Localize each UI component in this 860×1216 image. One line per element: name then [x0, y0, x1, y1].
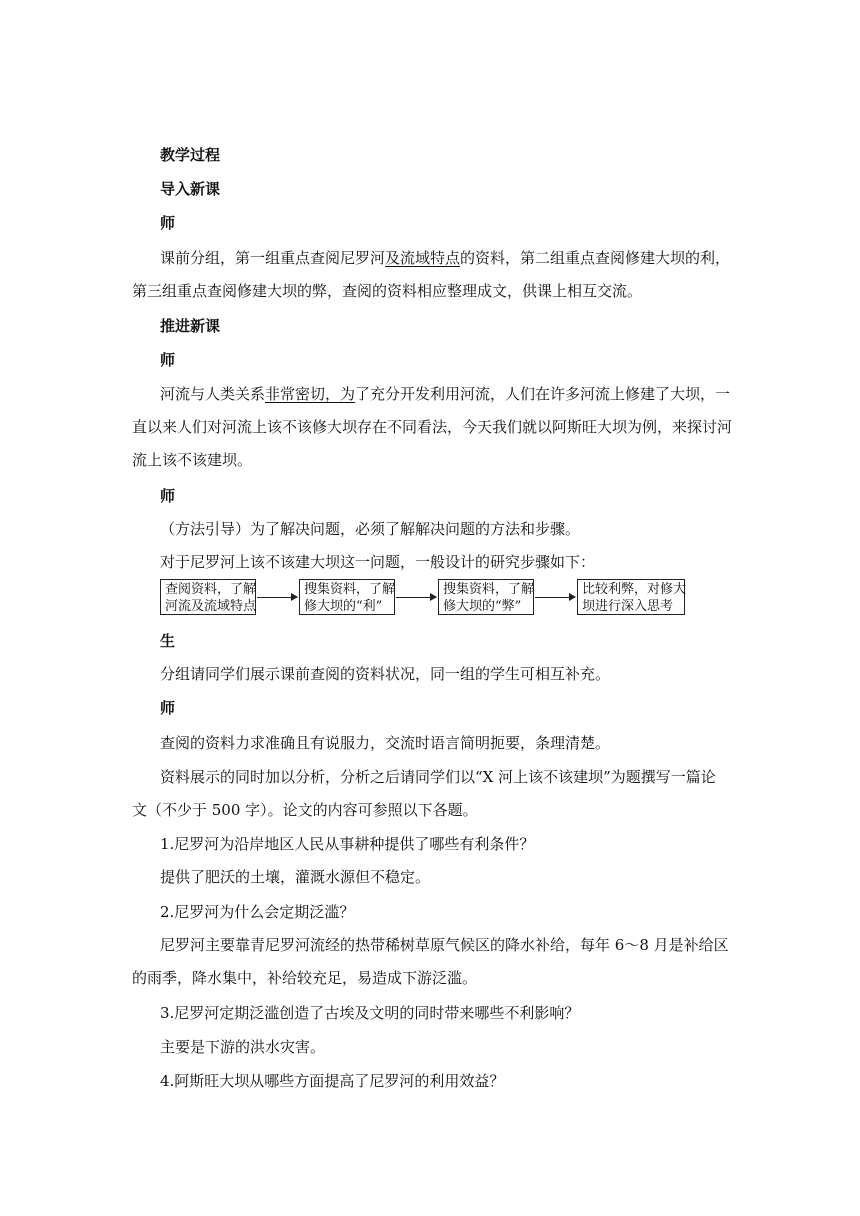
flow-step-text: 河流及流域特点 [165, 599, 257, 614]
speaker-teacher: 师 [160, 487, 176, 505]
flow-step-3 [438, 579, 534, 615]
text-segment: 课前分组，第一组重点查阅尼罗河 [160, 249, 386, 267]
flow-arrow [535, 597, 575, 598]
intro-paragraph-line2: 第三组重点查阅修建大坝的弊，查阅的资料相应整理成文，供课上相互交流。 [132, 282, 643, 300]
flow-step-text: 查阅资料，了解 [165, 582, 257, 597]
method-guidance: （方法引导）为了解决问题，必须了解解决问题的方法和步骤。 [160, 520, 581, 538]
text-segment: 了充分开发利用河流，人们在许多河流上修建了大坝，一 [355, 385, 731, 403]
flow-step-text: 坝进行深入思考 [582, 599, 674, 614]
advance-paragraph-line3: 流上该不该建坝。 [132, 451, 253, 469]
flow-step-1 [160, 579, 256, 615]
heading-intro-new-lesson: 导入新课 [160, 180, 221, 198]
flow-step-text: 比较利弊，对修大 [582, 582, 687, 597]
speaker-teacher: 师 [160, 351, 176, 369]
essay-paragraph-line2: 文（不少于 500 字）。论文的内容可参照以下各题。 [132, 801, 478, 819]
teacher-paragraph: 查阅的资料力求准确且有说服力，交流时语言简明扼要，条理清楚。 [160, 734, 611, 752]
text-segment: 河流与人类关系 [160, 385, 266, 403]
question-1: 1.尼罗河为沿岸地区人民从事耕种提供了哪些有利条件？ [160, 835, 535, 853]
underlined-text: 及流域特点 [385, 249, 461, 267]
speaker-teacher: 师 [160, 699, 176, 717]
question-2: 2.尼罗河为什么会定期泛滥？ [160, 903, 355, 921]
underlined-text: 非常密切，为 [265, 385, 356, 403]
essay-paragraph-line1: 资料展示的同时加以分析，分析之后请同学们以“X 河上该不该建坝”为题撰写一篇论 [160, 768, 716, 786]
research-steps-flowchart [160, 579, 690, 619]
heading-teaching-process: 教学过程 [160, 146, 221, 164]
flow-step-text: 修大坝的“利” [304, 599, 383, 614]
flow-step-4 [577, 579, 685, 615]
question-3: 3.尼罗河定期泛滥创造了古埃及文明的同时带来哪些不利影响？ [160, 1004, 580, 1022]
student-paragraph: 分组请同学们展示课前查阅的资料状况，同一组的学生可相互补充。 [160, 665, 611, 683]
answer-2-line2: 的雨季，降水集中，补给较充足，易造成下游泛滥。 [132, 969, 478, 987]
research-steps-intro: 对于尼罗河上该不该建大坝这一问题，一般设计的研究步骤如下： [160, 553, 596, 571]
flow-step-text: 搜集资料，了解 [304, 582, 396, 597]
question-4: 4.阿斯旺大坝从哪些方面提高了尼罗河的利用效益？ [160, 1072, 505, 1090]
text-segment: 的资料，第二组重点查阅修建大坝的利， [460, 249, 731, 267]
flow-step-2 [299, 579, 395, 615]
speaker-student: 生 [160, 632, 176, 650]
answer-3: 主要是下游的洪水灾害。 [160, 1038, 326, 1056]
flow-arrow [396, 597, 436, 598]
advance-paragraph-line2: 直以来人们对河流上该不该修大坝存在不同看法，今天我们就以阿斯旺大坝为例，来探讨河 [132, 418, 733, 436]
intro-paragraph-line1 [160, 242, 760, 274]
flow-arrow [257, 597, 297, 598]
flow-step-text: 搜集资料，了解 [443, 582, 535, 597]
answer-2-line1: 尼罗河主要靠青尼罗河流经的热带稀树草原气候区的降水补给，每年 6～8 月是补给区 [160, 936, 729, 954]
heading-advance-new-lesson: 推进新课 [160, 317, 221, 335]
flow-step-text: 修大坝的“弊” [443, 599, 522, 614]
speaker-teacher: 师 [160, 214, 176, 232]
advance-paragraph-line1 [160, 378, 760, 410]
answer-1: 提供了肥沃的土壤，灌溉水源但不稳定。 [160, 868, 431, 886]
